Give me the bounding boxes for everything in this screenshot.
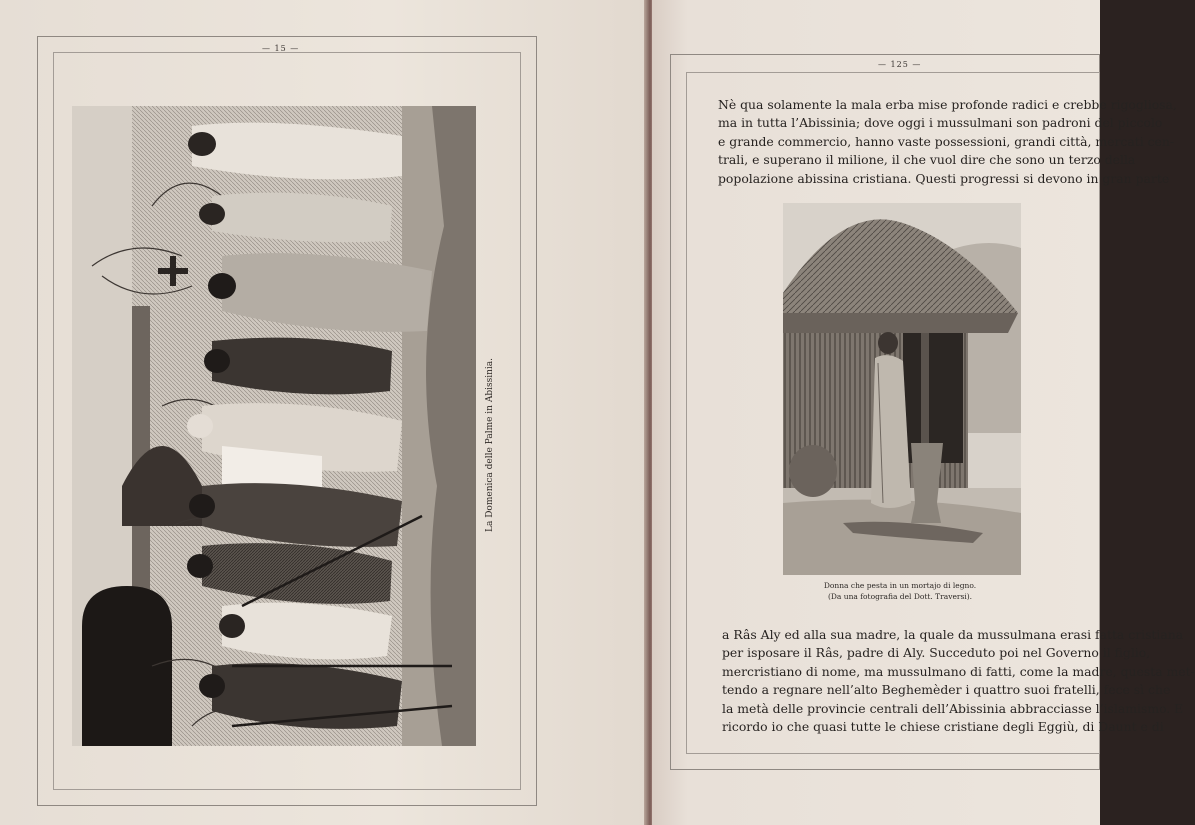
right-page-number: — 125 — <box>878 60 922 69</box>
text-line: Nè qua solamente la mala erba mise profonde radici e crebbe rigogliosa, <box>718 97 1177 112</box>
text-line: e grande commercio, hanno vaste possessioni, grandi città, mercati cen- <box>718 133 1175 149</box>
paragraph-bottom <box>722 626 1195 736</box>
text-line: ma in tutta l’Abissinia; dove oggi i mussulmani son padroni del piccolo <box>718 115 1163 131</box>
figure-caption-line: (Da una fotografia del Dott. Traversi). <box>827 592 973 601</box>
text-line: popolazione abissina cristiana. Questi progressi si devono in gran parte <box>718 170 1170 186</box>
text-line: per isposare il Râs, padre di Aly. Succeduto poi nel Governo il figlio, <box>722 645 1151 661</box>
palm-sunday-engraving <box>72 106 476 746</box>
text-line: trali, e superano il milione, il che vuol dire che sono un terzo della <box>718 152 1136 168</box>
text-line: la metà delle provincie centrali dell’Abissinia abbracciasse l’islamismo. E <box>722 700 1184 716</box>
woman-mortar-illustration <box>783 203 1021 575</box>
text-line: a Râs Aly ed alla sua madre, la quale da mussulmana erasi fatta cristiana <box>722 627 1184 642</box>
text-line: tendo a regnare nell’alto Beghemèder i quattro suoi fratelli, fece sì che <box>722 682 1171 698</box>
text-line: mercristiano di nome, ma mussulmano di fatti, come la madre, questa met- <box>722 663 1195 679</box>
text-line: ricordo io che quasi tutte le chiese cristiane degli Eggiù, di Daunt e di <box>722 719 1164 735</box>
paragraph-top <box>718 96 1177 188</box>
plate-caption: La Domenica delle Palme in Abissinia. <box>485 358 495 532</box>
left-page-number: — 15 — <box>262 44 300 53</box>
figure-caption <box>760 580 1040 602</box>
figure-caption-line: Donna che pesta in un mortajo di legno. <box>823 581 977 590</box>
